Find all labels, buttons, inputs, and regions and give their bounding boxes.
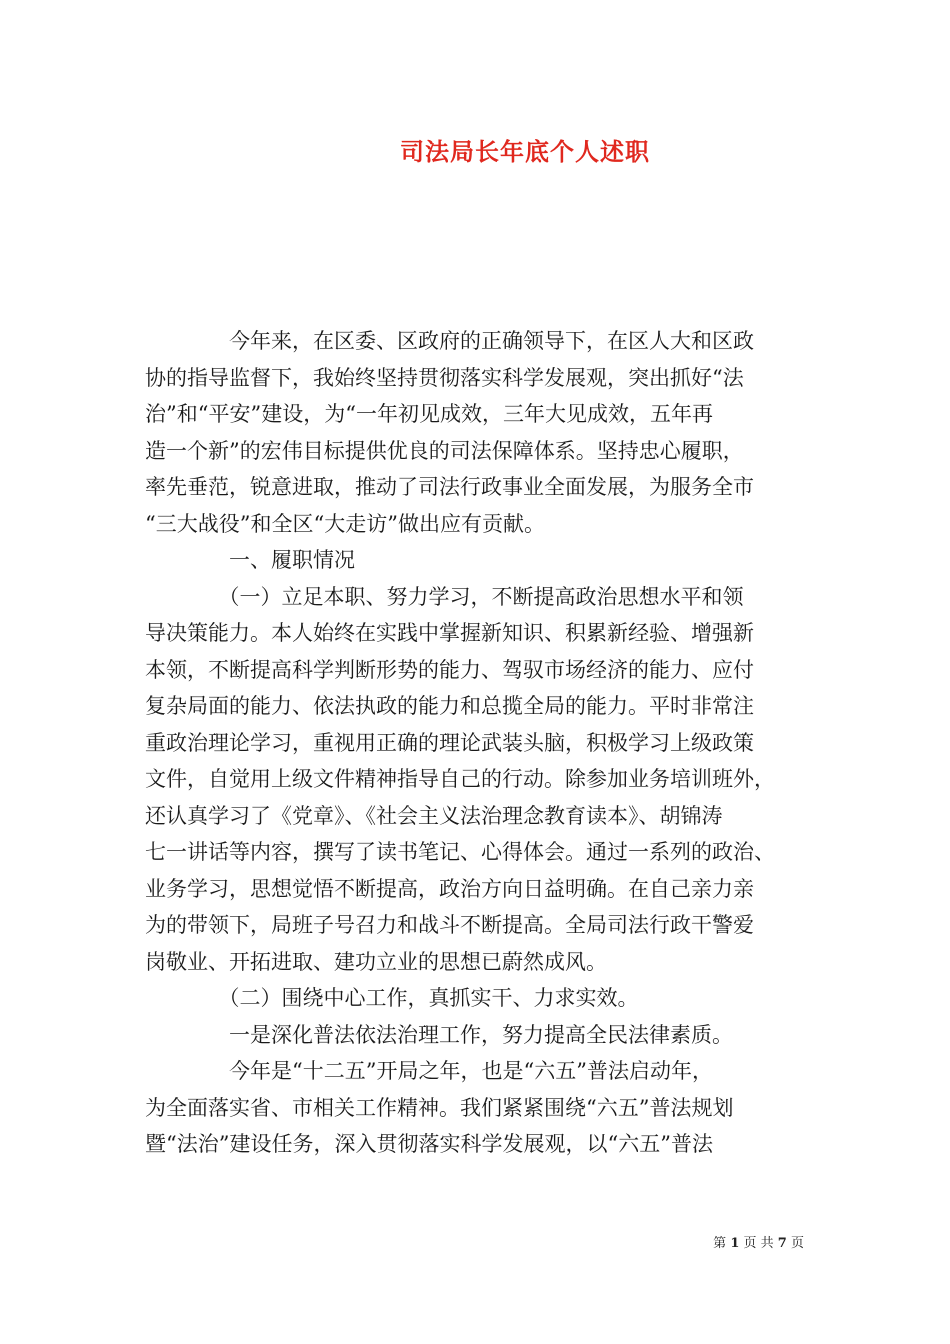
body-line: 还认真学习了《党章》、《社会主义法治理念教育读本》、胡锦涛 xyxy=(145,803,723,828)
body-line: 暨“法治”建设任务，深入贯彻落实科学发展观，以“六五”普法 xyxy=(145,1132,713,1156)
document-body xyxy=(145,323,817,1163)
body-line: 七一讲话等内容，撰写了读书笔记、心得体会。通过一系列的政治、 xyxy=(145,840,775,864)
body-line: 复杂局面的能力、依法执政的能力和总揽全局的能力。平时非常注 xyxy=(145,694,754,718)
body-line: 今年是“十二五”开局之年，也是“六五”普法启动年， xyxy=(145,1059,713,1083)
section-heading: 一、履职情况 xyxy=(145,548,355,572)
footer-suffix: 页 xyxy=(790,1236,804,1251)
body-line: “三大战役”和全区“大走访”做出应有贡献。 xyxy=(145,511,545,536)
document-title: 司法局长年底个人述职 xyxy=(400,137,650,166)
body-line: 造一个新”的宏伟目标提供优良的司法保障体系。坚持忠心履职， xyxy=(145,438,744,463)
body-line: 重政治理论学习，重视用正确的理论武装头脑，积极学习上级政策 xyxy=(145,730,754,755)
body-line: 治”和“平安”建设，为“一年初见成效，三年大见成效，五年再 xyxy=(145,402,713,426)
body-line: 率先垂范，锐意进取，推动了司法行政事业全面发展，为服务全市 xyxy=(145,475,754,499)
body-line: 岗敬业、开拓进取、建功立业的思想已蔚然成风。 xyxy=(145,949,607,974)
footer-middle: 页 共 xyxy=(743,1236,774,1251)
body-line: 业务学习，思想觉悟不断提高，政治方向日益明确。在自己亲力亲 xyxy=(145,876,754,901)
footer-prefix: 第 xyxy=(713,1236,727,1251)
body-line: 为的带领下，局班子号召力和战斗不断提高。全局司法行政干警爱 xyxy=(145,913,754,937)
subsection-heading: （二）围绕中心工作，真抓实干、力求实效。 xyxy=(145,986,639,1010)
footer-current-page: 1 xyxy=(730,1236,740,1251)
footer-total-pages: 7 xyxy=(777,1236,787,1251)
body-line: 本领，不断提高科学判断形势的能力、驾驭市场经济的能力、应付 xyxy=(145,657,754,682)
subsection-heading: （一）立足本职、努力学习，不断提高政治思想水平和领 xyxy=(145,584,744,609)
body-line: 一是深化普法依法治理工作，努力提高全民法律素质。 xyxy=(145,1022,733,1047)
body-line: 导决策能力。本人始终在实践中掌握新知识、积累新经验、增强新 xyxy=(145,621,754,645)
page-number-footer xyxy=(713,1232,804,1251)
body-line: 协的指导监督下，我始终坚持贯彻落实科学发展观，突出抓好“法 xyxy=(145,365,744,390)
body-line: 今年来，在区委、区政府的正确领导下，在区人大和区政 xyxy=(145,329,754,353)
body-line: 文件，自觉用上级文件精神指导自己的行动。除参加业务培训班外， xyxy=(145,767,775,791)
body-line: 为全面落实省、市相关工作精神。我们紧紧围绕“六五”普法规划 xyxy=(145,1095,734,1120)
